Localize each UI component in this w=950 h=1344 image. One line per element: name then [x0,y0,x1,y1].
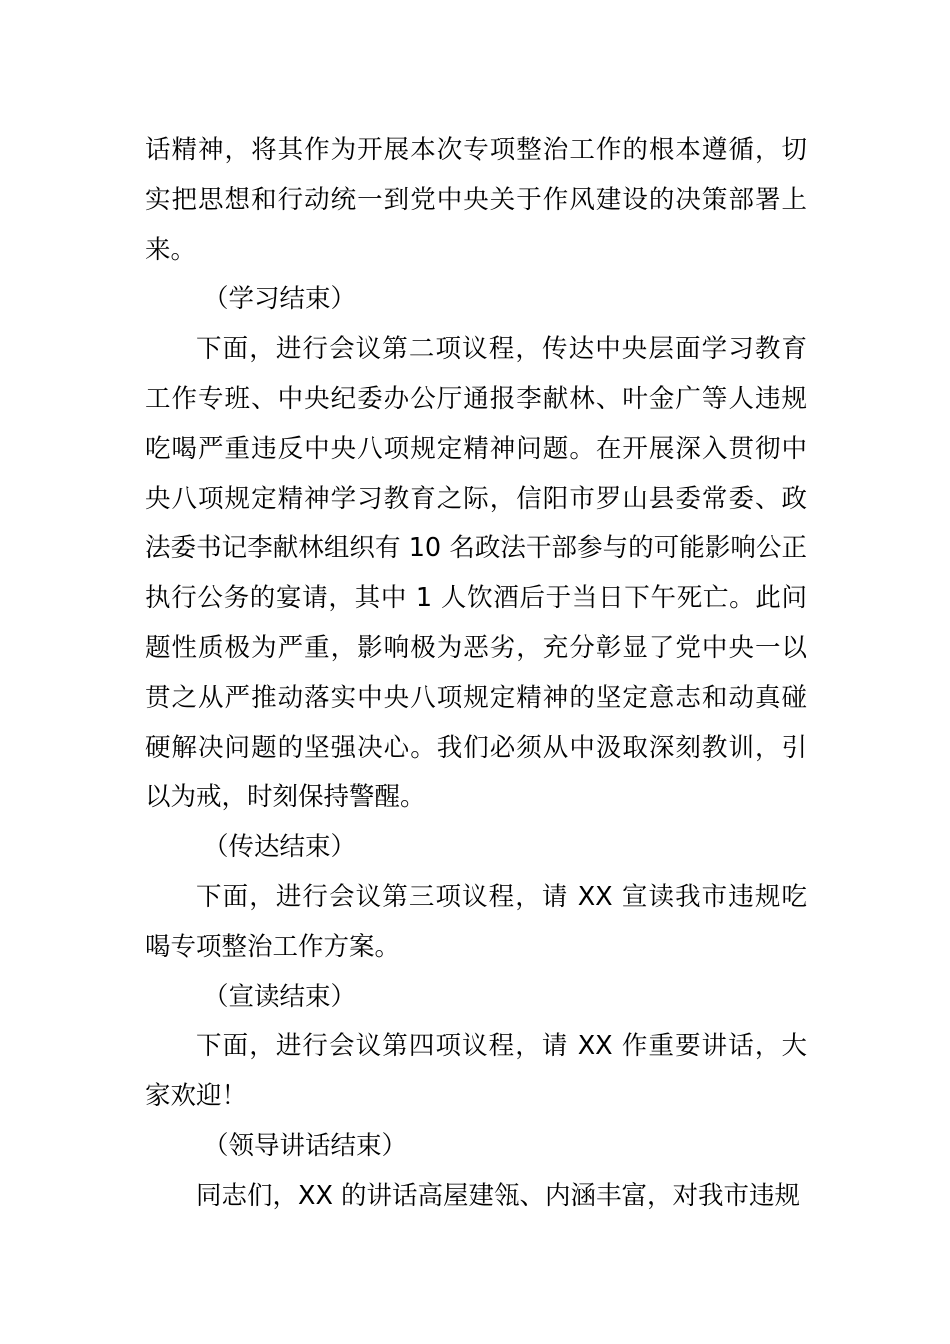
note-reading-end: （宣读结束） [203,981,357,1012]
paragraph-closing: 同志们，XX 的讲话高屋建瓴、内涵丰富，对我市违规 [196,1180,801,1211]
note-speech-end: （领导讲话结束） [203,1130,408,1161]
paragraph-agenda-three: 下面，进行会议第三项议程，请 XX 宣读我市违规吃喝专项整治工作方案。 [145,881,807,962]
note-relay-end: （传达结束） [203,832,357,863]
document-body [145,126,807,1222]
note-study-end: （学习结束） [203,284,357,315]
paragraph-agenda-two: 下面，进行会议第二项议程，传达中央层面学习教育工作专班、中央纪委办公厅通报李献林、叶金广等人违规吃喝严重违反中央八项规定精神问题。在开展深入贯彻中央八项规定精神学习教育之际，信阳市罗山县委常委、政法委书记李献林组织有 10 名政法干部参与的可能影响公正执行公务的宴请，其中 1 人饮酒后于当日下午死亡。此问题性质极为严重，影响极为恶劣，充分彰显了党中央一以贯之从严推动落实中央八项规定精神的坚定意志和动真碰硬解决问题的坚强决心。我们必须从中汲取深刻教训，引以为戒，时刻保持警醒。 [145,334,807,813]
paragraph-continuation: 话精神，将其作为开展本次专项整治工作的根本遵循，切实把思想和行动统一到党中央关于作风建设的决策部署上来。 [145,135,807,265]
paragraph-agenda-four: 下面，进行会议第四项议程，请 XX 作重要讲话，大家欢迎！ [145,1031,807,1112]
